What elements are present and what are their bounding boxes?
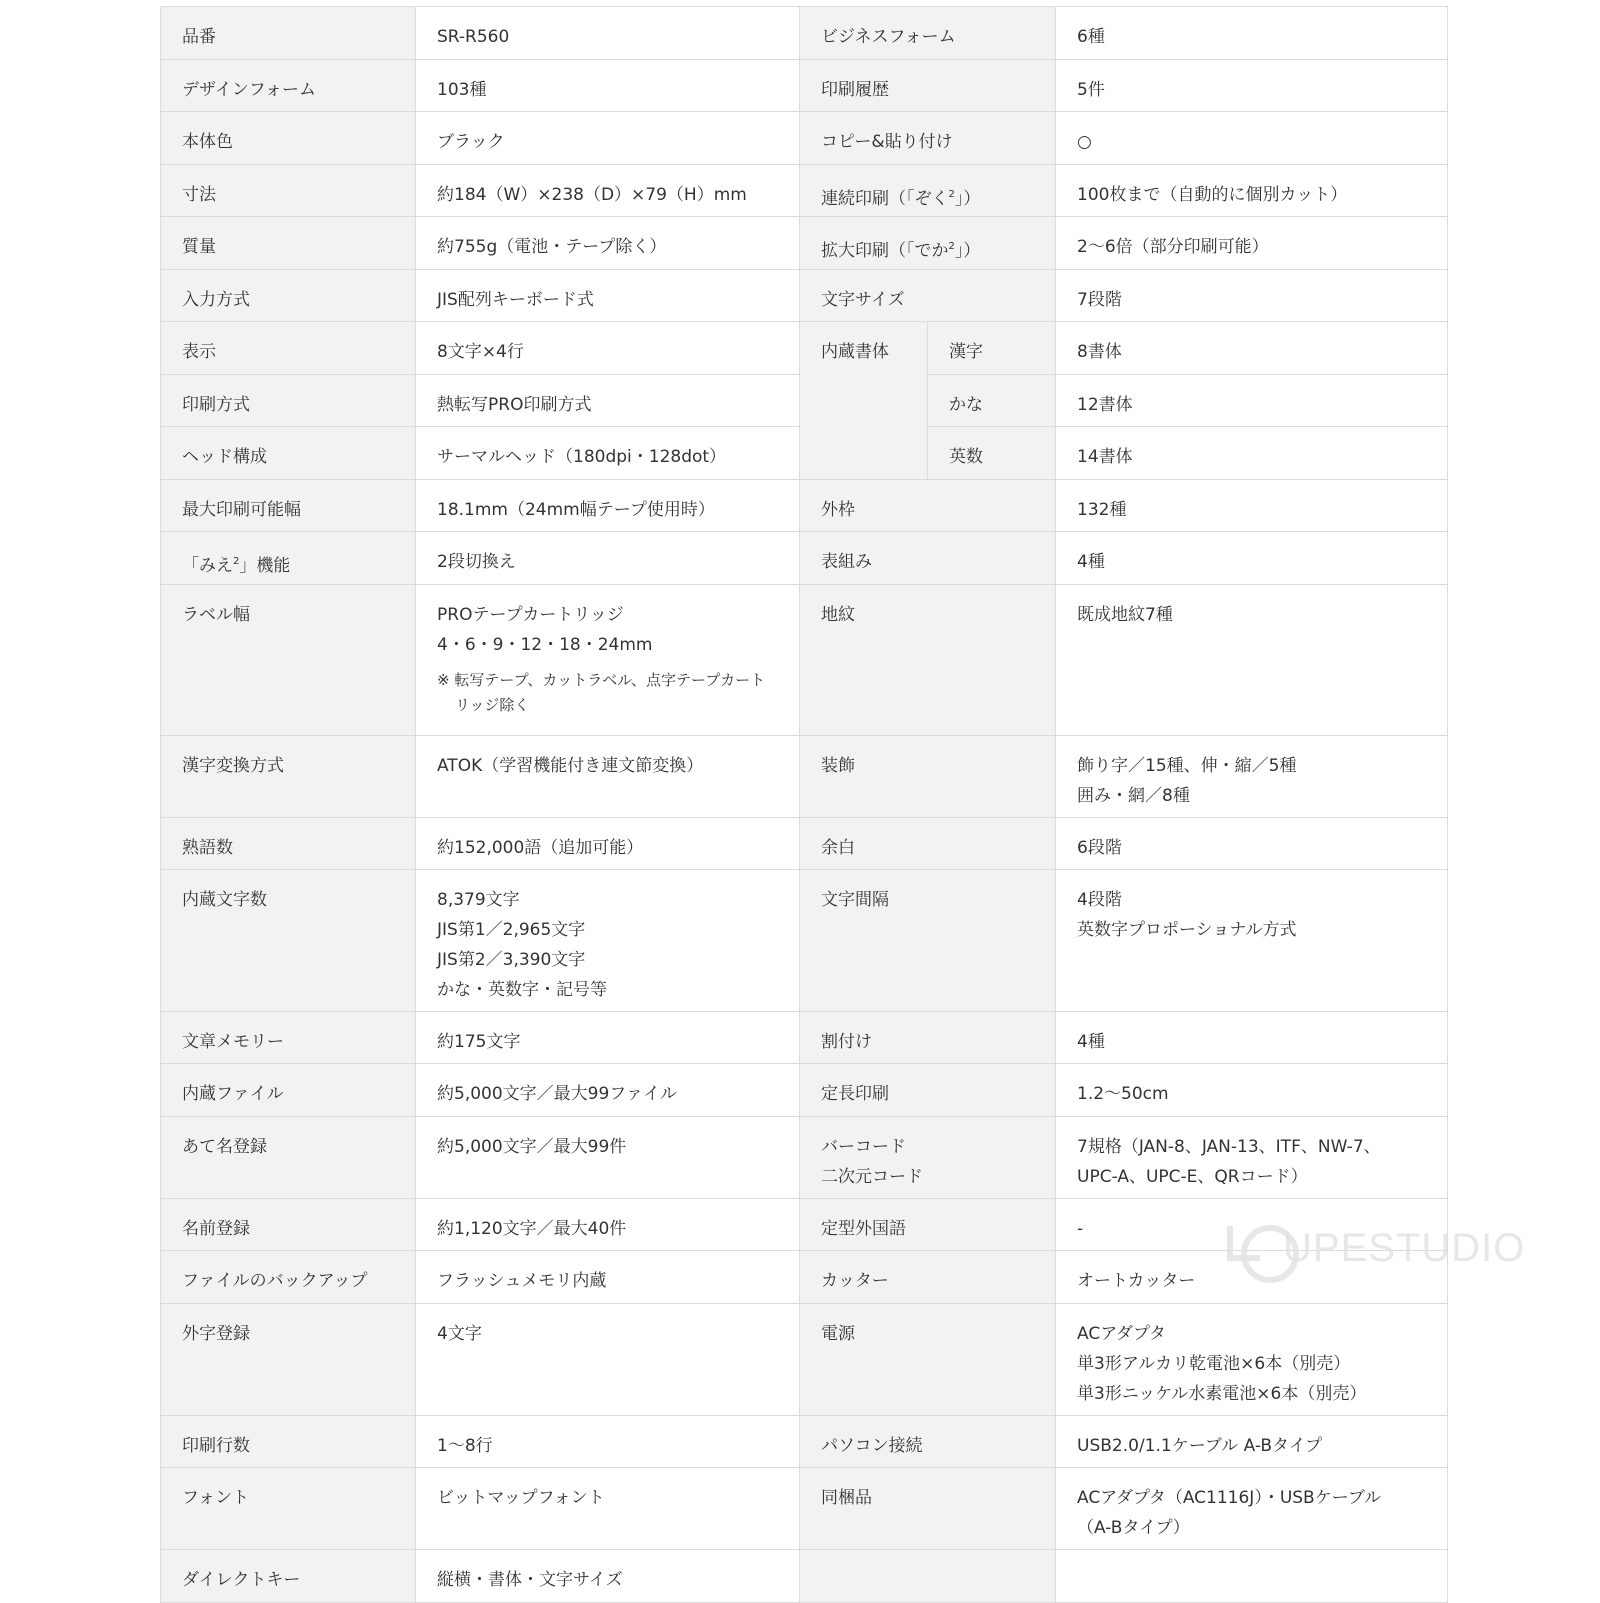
cell-line: 最大印刷可能幅 — [182, 500, 301, 520]
cell-line: 印刷行数 — [182, 1436, 250, 1456]
cell-line: ACアダプタ（AC1116J）・USBケーブル — [1077, 1488, 1382, 1508]
cell-line: かな — [949, 395, 983, 415]
cell-line: 余白 — [821, 838, 855, 858]
spec-value — [1056, 7, 1448, 60]
spec-label — [161, 870, 416, 1012]
spec-value — [416, 585, 800, 736]
cell-line: 飾り字／15種、伸・縮／5種 — [1077, 756, 1297, 776]
spec-value — [1056, 60, 1448, 112]
cell-line: 外枠 — [821, 500, 855, 520]
cell-line: 縦横・書体・文字サイズ — [437, 1570, 623, 1590]
spec-label — [161, 480, 416, 532]
cell-line: デザインフォーム — [182, 80, 316, 100]
cell-line: 約755g（電池・テープ除く） — [437, 237, 667, 257]
cell-line: JIS配列キーボード式 — [437, 290, 594, 310]
cell-line: ラベル幅 — [182, 605, 250, 625]
cell-line: 4種 — [1077, 1032, 1105, 1052]
spec-label — [800, 217, 1056, 270]
spec-label — [161, 1468, 416, 1550]
cell-line: 約5,000文字／最大99件 — [437, 1137, 627, 1157]
cell-line: ATOK（学習機能付き連文節変換） — [437, 756, 704, 776]
cell-line: 名前登録 — [182, 1219, 250, 1239]
cell-line: 2〜6倍（部分印刷可能） — [1077, 237, 1269, 257]
label-width-note — [437, 668, 779, 718]
spec-label — [800, 1064, 1056, 1117]
spec-value — [416, 1468, 800, 1550]
table-row — [161, 1416, 1448, 1468]
cell-line: かな・英数字・記号等 — [437, 980, 607, 1000]
cell-line: 装飾 — [821, 756, 855, 776]
spec-value — [416, 1304, 800, 1416]
spec-value — [416, 480, 800, 532]
spec-label — [161, 165, 416, 217]
spec-label — [161, 1416, 416, 1468]
cell-line: 寸法 — [182, 185, 216, 205]
cell-line: ○ — [1077, 132, 1092, 152]
note-line: ※ 転写テープ、カットラベル、点字テープカート — [437, 671, 766, 689]
cell-line: 7段階 — [1077, 290, 1122, 310]
spec-value — [1056, 870, 1448, 1012]
spec-label — [800, 480, 1056, 532]
cell-line: 表組み — [821, 552, 872, 572]
spec-value — [1056, 1304, 1448, 1416]
spec-value — [1056, 427, 1448, 480]
spec-label — [161, 112, 416, 165]
cell-line: 約5,000文字／最大99ファイル — [437, 1084, 677, 1104]
spec-value — [1056, 1064, 1448, 1117]
cell-line: 103種 — [437, 80, 487, 100]
spec-label — [161, 1199, 416, 1251]
spec-value — [416, 1064, 800, 1117]
table-row — [161, 112, 1448, 165]
note-line: リッジ除く — [455, 696, 530, 714]
cell-line: 印刷方式 — [182, 395, 250, 415]
cell-line: JIS第1／2,965文字 — [437, 920, 586, 940]
table-row — [161, 60, 1448, 112]
cell-line: フラッシュメモリ内蔵 — [437, 1271, 607, 1291]
spec-sublabel — [928, 375, 1056, 427]
table-row — [161, 322, 1448, 375]
cell-line: 印刷履歴 — [821, 80, 889, 100]
spec-label — [800, 7, 1056, 60]
cell-line: 単3形ニッケル水素電池×6本（別売） — [1077, 1384, 1367, 1404]
cell-line: 内蔵ファイル — [182, 1084, 284, 1104]
spec-label — [800, 1251, 1056, 1304]
spec-label — [800, 270, 1056, 322]
spec-label — [800, 165, 1056, 217]
cell-line: ACアダプタ — [1077, 1324, 1166, 1344]
cell-line: 連続印刷（「ぞく$^2$」） — [821, 189, 981, 209]
cell-line: PROテープカートリッジ — [437, 605, 624, 625]
cell-line: 内蔵文字数 — [182, 890, 267, 910]
spec-label — [800, 60, 1056, 112]
spec-value — [416, 1012, 800, 1064]
cell-line: 約152,000語（追加可能） — [437, 838, 644, 858]
spec-value — [416, 7, 800, 60]
spec-label — [800, 1550, 1056, 1603]
cell-line: 7規格（JAN-8、JAN-13、ITF、NW-7、 — [1077, 1137, 1381, 1157]
cell-line: 囲み・網／8種 — [1077, 786, 1190, 806]
cell-line: 8,379文字 — [437, 890, 520, 910]
cell-line: 漢字 — [949, 342, 983, 362]
table-row — [161, 1064, 1448, 1117]
spec-label — [161, 1550, 416, 1603]
cell-line: ビットマップフォント — [437, 1488, 605, 1508]
spec-label — [800, 322, 928, 480]
table-row — [161, 736, 1448, 818]
cell-line: 8書体 — [1077, 342, 1122, 362]
spec-value — [1056, 585, 1448, 736]
cell-line: 6段階 — [1077, 838, 1122, 858]
cell-line: カッター — [821, 1271, 889, 1291]
spec-label — [161, 818, 416, 870]
cell-line: 地紋 — [821, 605, 855, 625]
spec-label — [161, 736, 416, 818]
spec-label — [161, 217, 416, 270]
cell-line: 4・6・9・12・18・24mm — [437, 635, 653, 655]
cell-line: 132種 — [1077, 500, 1127, 520]
spec-label — [161, 60, 416, 112]
cell-line: 8文字×4行 — [437, 342, 524, 362]
cell-line: 熟語数 — [182, 838, 233, 858]
cell-line: 内蔵書体 — [821, 342, 889, 362]
cell-line: パソコン接続 — [821, 1436, 923, 1456]
cell-line: 表示 — [182, 342, 216, 362]
cell-line: 「みえ$^2$」機能 — [182, 556, 291, 576]
cell-line: 定長印刷 — [821, 1084, 889, 1104]
cell-line: 質量 — [182, 237, 216, 257]
spec-label — [161, 1251, 416, 1304]
spec-value — [1056, 1416, 1448, 1468]
spec-value — [416, 165, 800, 217]
table-row — [161, 818, 1448, 870]
spec-value — [1056, 322, 1448, 375]
spec-value — [416, 1251, 800, 1304]
cell-line: 入力方式 — [182, 290, 250, 310]
spec-label — [800, 1304, 1056, 1416]
spec-label — [800, 870, 1056, 1012]
table-row — [161, 585, 1448, 736]
cell-line: 4種 — [1077, 552, 1105, 572]
spec-value — [416, 427, 800, 480]
cell-line: 約184（W）×238（D）×79（H）mm — [437, 185, 747, 205]
table-row — [161, 532, 1448, 585]
cell-line: 6種 — [1077, 27, 1105, 47]
cell-line: コピー&貼り付け — [821, 132, 953, 152]
spec-label — [161, 270, 416, 322]
spec-value — [416, 270, 800, 322]
cell-line: 品番 — [182, 27, 216, 47]
cell-line: 単3形アルカリ乾電池×6本（別売） — [1077, 1354, 1351, 1374]
cell-line: フォント — [182, 1488, 250, 1508]
spec-label — [800, 736, 1056, 818]
cell-line: オートカッター — [1077, 1271, 1196, 1291]
table-row — [161, 870, 1448, 1012]
watermark-text: UPESTUDIO — [1283, 1226, 1526, 1270]
spec-value — [1056, 375, 1448, 427]
spec-value — [1056, 1468, 1448, 1550]
cell-line: 割付け — [821, 1032, 872, 1052]
cell-line: 本体色 — [182, 132, 233, 152]
spec-label — [800, 1117, 1056, 1199]
spec-value — [1056, 1117, 1448, 1199]
cell-line: 約1,120文字／最大40件 — [437, 1219, 627, 1239]
cell-line: 熱転写PRO印刷方式 — [437, 395, 592, 415]
cell-line: 100枚まで（自動的に個別カット） — [1077, 185, 1348, 205]
cell-line: 文章メモリー — [182, 1032, 284, 1052]
cell-line: UPC-A、UPC-E、QRコード） — [1077, 1167, 1308, 1187]
spec-table — [160, 6, 1448, 1603]
spec-label — [161, 427, 416, 480]
cell-line: - — [1077, 1219, 1084, 1239]
cell-line: ダイレクトキー — [182, 1570, 301, 1590]
spec-value — [1056, 1012, 1448, 1064]
spec-value — [1056, 165, 1448, 217]
cell-line: 定型外国語 — [821, 1219, 906, 1239]
spec-label — [161, 1117, 416, 1199]
cell-line: 英数 — [949, 447, 983, 467]
spec-label — [800, 112, 1056, 165]
cell-line: USB2.0/1.1ケーブル A-Bタイプ — [1077, 1436, 1323, 1456]
cell-line: ヘッド構成 — [182, 447, 267, 467]
cell-line: 5件 — [1077, 80, 1105, 100]
spec-label — [161, 585, 416, 736]
spec-value — [416, 736, 800, 818]
cell-line: 1〜8行 — [437, 1436, 493, 1456]
cell-line: ブラック — [437, 132, 505, 152]
table-row — [161, 1468, 1448, 1550]
spec-value — [416, 60, 800, 112]
spec-value — [1056, 480, 1448, 532]
table-row — [161, 1012, 1448, 1064]
cell-line: （A-Bタイプ） — [1077, 1518, 1190, 1538]
spec-value — [416, 1117, 800, 1199]
cell-line: サーマルヘッド（180dpi・128dot） — [437, 447, 727, 467]
spec-label — [161, 322, 416, 375]
cell-line: 同梱品 — [821, 1488, 872, 1508]
cell-line: 1.2〜50cm — [1077, 1084, 1169, 1104]
spec-label — [800, 1416, 1056, 1468]
spec-label — [800, 818, 1056, 870]
spec-value — [416, 870, 800, 1012]
spec-label — [161, 7, 416, 60]
spec-label — [161, 1064, 416, 1117]
spec-label — [161, 1304, 416, 1416]
spec-label — [161, 532, 416, 585]
spec-value — [1056, 532, 1448, 585]
spec-label — [800, 1012, 1056, 1064]
table-row — [161, 270, 1448, 322]
cell-line: SR-R560 — [437, 27, 510, 47]
spec-label — [800, 532, 1056, 585]
spec-value — [1056, 217, 1448, 270]
spec-value — [416, 375, 800, 427]
cell-line: 文字サイズ — [821, 290, 905, 310]
table-row — [161, 217, 1448, 270]
spec-value — [416, 1199, 800, 1251]
table-row — [161, 480, 1448, 532]
cell-line: 12書体 — [1077, 395, 1133, 415]
spec-label — [800, 1468, 1056, 1550]
cell-line: 18.1mm（24mm幅テープ使用時） — [437, 500, 715, 520]
spec-value — [1056, 818, 1448, 870]
spec-value — [1056, 270, 1448, 322]
cell-line: ビジネスフォーム — [821, 27, 956, 47]
cell-line: 電源 — [821, 1324, 855, 1344]
spec-value — [416, 1416, 800, 1468]
cell-line: 4段階 — [1077, 890, 1122, 910]
cell-line: 二次元コード — [821, 1167, 923, 1187]
cell-line: あて名登録 — [182, 1137, 267, 1157]
cell-line: 漢字変換方式 — [182, 756, 284, 776]
spec-value — [416, 112, 800, 165]
cell-line: 既成地紋7種 — [1077, 605, 1173, 625]
spec-label — [800, 585, 1056, 736]
table-row — [161, 1304, 1448, 1416]
spec-value — [416, 818, 800, 870]
spec-value — [416, 217, 800, 270]
table-row — [161, 165, 1448, 217]
spec-label — [161, 1012, 416, 1064]
cell-line: 英数字プロポーショナル方式 — [1077, 920, 1297, 940]
cell-line: 約175文字 — [437, 1032, 521, 1052]
cell-line: 2段切換え — [437, 552, 516, 572]
spec-value — [1056, 112, 1448, 165]
table-row — [161, 1550, 1448, 1603]
cell-line: JIS第2／3,390文字 — [437, 950, 586, 970]
table-row — [161, 7, 1448, 60]
table-row — [161, 1117, 1448, 1199]
cell-line: 4文字 — [437, 1324, 482, 1344]
spec-value — [416, 1550, 800, 1603]
cell-line: 14書体 — [1077, 447, 1133, 467]
spec-value — [1056, 1550, 1448, 1603]
cell-line: バーコード — [821, 1137, 906, 1157]
spec-value — [416, 322, 800, 375]
cell-line: 文字間隔 — [821, 890, 889, 910]
spec-value — [1056, 736, 1448, 818]
spec-sublabel — [928, 322, 1056, 375]
spec-label — [800, 1199, 1056, 1251]
cell-line: 外字登録 — [182, 1324, 250, 1344]
spec-value — [416, 532, 800, 585]
spec-sublabel — [928, 427, 1056, 480]
cell-line: 拡大印刷（「でか$^2$」） — [821, 241, 981, 261]
cell-line: ファイルのバックアップ — [182, 1271, 368, 1291]
spec-label — [161, 375, 416, 427]
